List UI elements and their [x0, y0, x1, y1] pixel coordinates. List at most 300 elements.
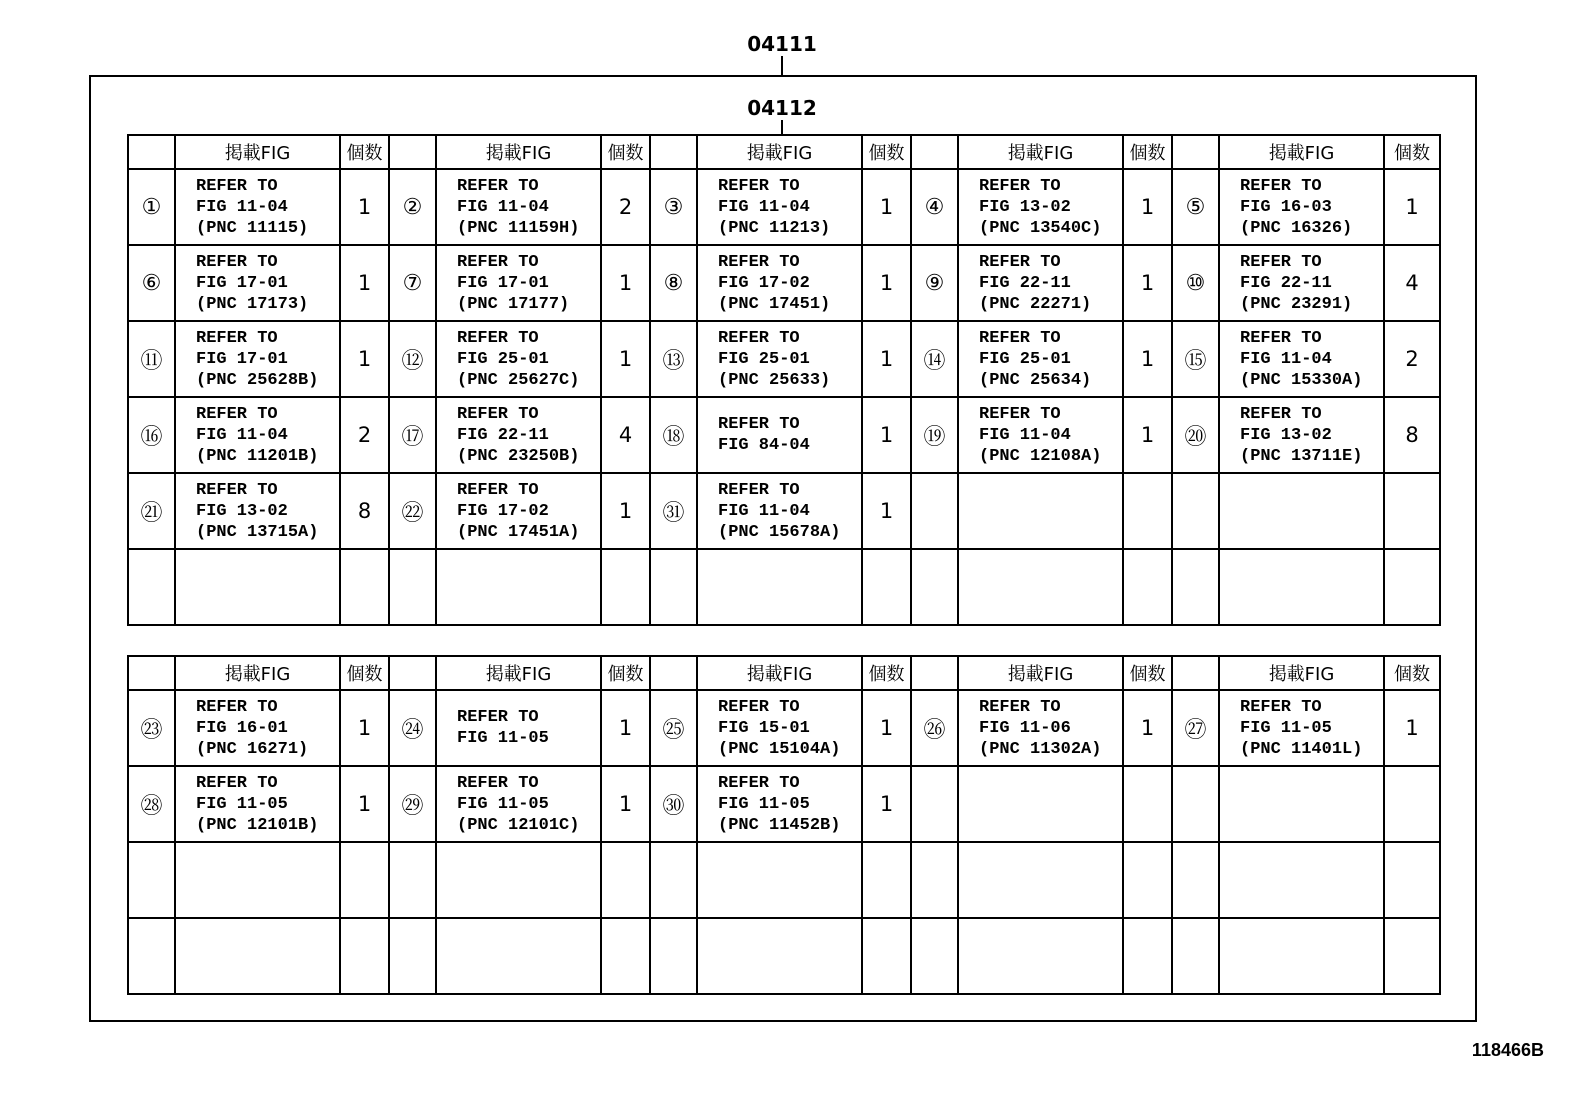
item-number: ⑫	[401, 348, 424, 374]
fig-reference-line: FIG 11-05	[457, 729, 549, 748]
header-fig-cell: 掲載FIG	[436, 135, 601, 169]
item-number: ⑮	[1184, 348, 1207, 374]
quantity-cell	[1384, 918, 1440, 994]
header-qty-cell: 個数	[862, 135, 911, 169]
fig-reference-cell	[436, 549, 601, 625]
fig-reference-cell	[958, 918, 1123, 994]
item-number-cell	[389, 549, 436, 625]
fig-reference-cell	[436, 169, 601, 245]
quantity-cell: 1	[862, 321, 911, 397]
fig-reference-line: (PNC 15678A)	[718, 522, 841, 542]
fig-reference-cell	[175, 473, 340, 549]
table-row	[128, 321, 1440, 397]
item-number-cell	[1172, 397, 1219, 473]
fig-reference-cell	[436, 690, 601, 766]
drawing-number: 118466B	[1471, 1040, 1544, 1060]
fig-reference-cell	[697, 918, 862, 994]
item-number-cell	[911, 549, 958, 625]
quantity-cell: 1	[862, 690, 911, 766]
header-fig-cell: 掲載FIG	[697, 656, 862, 690]
fig-reference-line: (PNC 25634)	[979, 370, 1092, 390]
item-number: ⑪	[140, 348, 163, 374]
fig-reference-cell	[697, 169, 862, 245]
fig-reference-line: REFER TO	[979, 328, 1061, 348]
fig-reference-cell	[697, 690, 862, 766]
table-row	[128, 842, 1440, 918]
table-row	[128, 245, 1440, 321]
fig-reference-line: (PNC 12101C)	[457, 815, 580, 835]
table-row	[128, 766, 1440, 842]
quantity-cell: 8	[1384, 397, 1440, 473]
item-number-cell	[389, 473, 436, 549]
header-qty-cell: 個数	[1123, 135, 1172, 169]
fig-reference-line: (PNC 17173)	[196, 294, 309, 314]
header-number-cell	[389, 656, 436, 690]
fig-reference-cell	[958, 321, 1123, 397]
quantity-cell: 1	[601, 766, 650, 842]
item-number: ㉚	[662, 793, 685, 819]
header-fig-cell: 掲載FIG	[1219, 135, 1384, 169]
fig-reference-line: REFER TO	[1240, 697, 1322, 717]
item-number-cell	[128, 245, 175, 321]
fig-reference-line: (PNC 15104A)	[718, 739, 841, 759]
quantity-cell: 1	[340, 169, 389, 245]
quantity-cell	[1123, 842, 1172, 918]
item-number: ⑨	[924, 270, 945, 296]
inner-leader-line	[781, 120, 783, 134]
quantity-cell	[862, 549, 911, 625]
fig-reference-line: REFER TO	[718, 415, 800, 434]
header-number-cell	[1172, 656, 1219, 690]
header-qty-cell: 個数	[340, 135, 389, 169]
fig-reference-cell	[436, 918, 601, 994]
quantity-cell: 1	[601, 245, 650, 321]
quantity-cell	[1123, 473, 1172, 549]
item-number: ㉘	[140, 793, 163, 819]
fig-reference-cell	[697, 397, 862, 473]
fig-reference-line: REFER TO	[457, 328, 539, 348]
item-number-cell	[911, 397, 958, 473]
kit-table-lower	[127, 655, 1441, 995]
fig-reference-cell	[697, 549, 862, 625]
header-number-cell	[389, 135, 436, 169]
quantity-cell: 1	[1384, 169, 1440, 245]
fig-reference-line: (PNC 22271)	[979, 294, 1092, 314]
item-number-cell	[389, 918, 436, 994]
fig-reference-line: FIG 15-01	[718, 718, 810, 738]
fig-reference-line: FIG 11-05	[1240, 718, 1332, 738]
header-fig-cell: 掲載FIG	[958, 135, 1123, 169]
fig-reference-cell	[958, 690, 1123, 766]
item-number-cell	[128, 397, 175, 473]
item-number: ①	[141, 194, 162, 220]
fig-reference-line: REFER TO	[457, 176, 539, 196]
header-qty-cell: 個数	[340, 656, 389, 690]
item-number: ⑧	[663, 270, 684, 296]
fig-reference-line: REFER TO	[196, 697, 278, 717]
fig-reference-line: (PNC 25628B)	[196, 370, 319, 390]
quantity-cell	[601, 842, 650, 918]
fig-reference-line: REFER TO	[718, 328, 800, 348]
fig-reference-line: REFER TO	[979, 697, 1061, 717]
fig-reference-cell	[958, 549, 1123, 625]
fig-reference-line: REFER TO	[457, 404, 539, 424]
fig-reference-cell	[436, 321, 601, 397]
item-number-cell	[911, 842, 958, 918]
fig-reference-line: (PNC 23291)	[1240, 294, 1353, 314]
quantity-cell: 1	[862, 397, 911, 473]
fig-reference-cell	[175, 549, 340, 625]
fig-reference-line: REFER TO	[196, 328, 278, 348]
fig-reference-line: (PNC 13715A)	[196, 522, 319, 542]
quantity-cell	[1384, 549, 1440, 625]
fig-reference-line: REFER TO	[196, 773, 278, 793]
fig-reference-line: (PNC 25633)	[718, 370, 831, 390]
item-number: ⑥	[141, 270, 162, 296]
item-number: ㉖	[923, 717, 946, 743]
item-number-cell	[128, 842, 175, 918]
fig-reference-line: (PNC 11115)	[196, 218, 309, 238]
quantity-cell	[1123, 549, 1172, 625]
item-number-cell	[389, 321, 436, 397]
fig-reference-line: (PNC 11201B)	[196, 446, 319, 466]
item-number-cell	[911, 321, 958, 397]
fig-reference-line: REFER TO	[196, 404, 278, 424]
fig-reference-cell	[436, 473, 601, 549]
fig-reference-line: REFER TO	[979, 252, 1061, 272]
fig-reference-line: FIG 13-02	[196, 501, 288, 521]
fig-reference-line: FIG 17-02	[457, 501, 549, 521]
item-number: ㉕	[662, 717, 685, 743]
item-number: ⑤	[1185, 194, 1206, 220]
header-number-cell	[128, 656, 175, 690]
fig-reference-line: FIG 22-11	[979, 273, 1071, 293]
fig-reference-line: FIG 17-02	[718, 273, 810, 293]
item-number: ㉔	[401, 717, 424, 743]
item-number: ⑯	[140, 424, 163, 450]
quantity-cell: 2	[1384, 321, 1440, 397]
item-number-cell	[650, 397, 697, 473]
fig-reference-line: FIG 11-05	[196, 794, 288, 814]
quantity-cell: 4	[601, 397, 650, 473]
fig-reference-line: REFER TO	[457, 773, 539, 793]
quantity-cell: 1	[1123, 690, 1172, 766]
fig-reference-line: REFER TO	[979, 404, 1061, 424]
item-number-cell	[1172, 918, 1219, 994]
fig-reference-cell	[697, 766, 862, 842]
fig-reference-cell	[1219, 245, 1384, 321]
fig-reference-line: (PNC 11452B)	[718, 815, 841, 835]
item-number-cell	[389, 766, 436, 842]
item-number: ⑦	[402, 270, 423, 296]
table-row	[128, 473, 1440, 549]
header-qty-cell: 個数	[601, 135, 650, 169]
item-number-cell	[1172, 321, 1219, 397]
quantity-cell: 1	[340, 690, 389, 766]
kit-table-upper	[127, 134, 1441, 626]
fig-reference-line: REFER TO	[1240, 252, 1322, 272]
item-number-cell	[389, 245, 436, 321]
item-number-cell	[650, 169, 697, 245]
quantity-cell: 1	[340, 245, 389, 321]
header-fig-cell: 掲載FIG	[697, 135, 862, 169]
fig-reference-cell	[175, 245, 340, 321]
item-number: ㉑	[140, 500, 163, 526]
fig-reference-cell	[958, 169, 1123, 245]
item-number: ③	[663, 194, 684, 220]
header-number-cell	[911, 135, 958, 169]
item-number-cell	[128, 690, 175, 766]
fig-reference-cell	[436, 245, 601, 321]
fig-reference-line: FIG 11-04	[457, 197, 549, 217]
quantity-cell: 1	[601, 690, 650, 766]
quantity-cell	[340, 549, 389, 625]
fig-reference-line: REFER TO	[457, 252, 539, 272]
fig-reference-line: FIG 16-01	[196, 718, 288, 738]
fig-reference-line: REFER TO	[718, 773, 800, 793]
table-row	[128, 169, 1440, 245]
header-number-cell	[1172, 135, 1219, 169]
fig-reference-line: FIG 25-01	[718, 349, 810, 369]
fig-reference-line: (PNC 15330A)	[1240, 370, 1363, 390]
header-number-cell	[650, 656, 697, 690]
item-number: ㉛	[662, 500, 685, 526]
fig-reference-line: (PNC 16326)	[1240, 218, 1353, 238]
fig-reference-cell	[1219, 397, 1384, 473]
fig-reference-cell	[697, 842, 862, 918]
fig-reference-line: FIG 11-04	[718, 197, 810, 217]
outer-assembly-label: 04111	[747, 32, 817, 56]
item-number: ②	[402, 194, 423, 220]
table-row	[128, 549, 1440, 625]
item-number: ⑰	[401, 424, 424, 450]
table-row	[128, 918, 1440, 994]
header-number-cell	[911, 656, 958, 690]
fig-reference-line: (PNC 23250B)	[457, 446, 580, 466]
fig-reference-line: FIG 11-06	[979, 718, 1071, 738]
fig-reference-line: REFER TO	[718, 697, 800, 717]
quantity-cell: 1	[1123, 245, 1172, 321]
item-number: ⑱	[662, 424, 685, 450]
quantity-cell: 1	[1384, 690, 1440, 766]
quantity-cell	[340, 918, 389, 994]
fig-reference-line: (PNC 17177)	[457, 294, 570, 314]
table-row	[128, 690, 1440, 766]
fig-reference-cell	[175, 397, 340, 473]
header-qty-cell: 個数	[1384, 135, 1440, 169]
item-number-cell	[128, 473, 175, 549]
fig-reference-cell	[958, 842, 1123, 918]
quantity-cell: 1	[1123, 321, 1172, 397]
item-number-cell	[1172, 549, 1219, 625]
header-fig-cell: 掲載FIG	[175, 656, 340, 690]
item-number-cell	[389, 397, 436, 473]
inner-assembly-label: 04112	[747, 96, 817, 120]
fig-reference-cell	[175, 169, 340, 245]
item-number-cell	[128, 549, 175, 625]
fig-reference-line: FIG 11-04	[196, 197, 288, 217]
quantity-cell	[862, 842, 911, 918]
fig-reference-line: FIG 11-05	[718, 794, 810, 814]
quantity-cell	[1384, 766, 1440, 842]
item-number-cell	[650, 549, 697, 625]
fig-reference-line: FIG 84-04	[718, 436, 810, 455]
item-number-cell	[1172, 766, 1219, 842]
item-number-cell	[128, 169, 175, 245]
quantity-cell	[1384, 842, 1440, 918]
quantity-cell: 1	[862, 473, 911, 549]
header-fig-cell: 掲載FIG	[175, 135, 340, 169]
item-number-cell	[650, 842, 697, 918]
item-number-cell	[650, 690, 697, 766]
quantity-cell: 1	[1123, 169, 1172, 245]
item-number-cell	[128, 321, 175, 397]
quantity-cell: 8	[340, 473, 389, 549]
quantity-cell	[1123, 918, 1172, 994]
item-number: ㉒	[401, 500, 424, 526]
fig-reference-line: REFER TO	[718, 252, 800, 272]
item-number: ④	[924, 194, 945, 220]
fig-reference-cell	[436, 842, 601, 918]
fig-reference-cell	[1219, 321, 1384, 397]
item-number: ⑳	[1184, 424, 1207, 450]
fig-reference-line: (PNC 12108A)	[979, 446, 1102, 466]
item-number-cell	[389, 690, 436, 766]
header-fig-cell: 掲載FIG	[436, 656, 601, 690]
fig-reference-line: FIG 17-01	[196, 273, 288, 293]
quantity-cell: 2	[340, 397, 389, 473]
fig-reference-line: (PNC 11159H)	[457, 218, 580, 238]
item-number-cell	[128, 918, 175, 994]
fig-reference-cell	[1219, 842, 1384, 918]
fig-reference-cell	[1219, 918, 1384, 994]
header-fig-cell: 掲載FIG	[1219, 656, 1384, 690]
fig-reference-line: REFER TO	[457, 708, 539, 727]
fig-reference-cell	[697, 245, 862, 321]
fig-reference-cell	[175, 766, 340, 842]
quantity-cell: 1	[862, 245, 911, 321]
fig-reference-line: FIG 25-01	[457, 349, 549, 369]
fig-reference-line: FIG 11-04	[979, 425, 1071, 445]
fig-reference-cell	[436, 766, 601, 842]
item-number-cell	[911, 690, 958, 766]
header-qty-cell: 個数	[601, 656, 650, 690]
quantity-cell	[601, 549, 650, 625]
fig-reference-line: REFER TO	[1240, 328, 1322, 348]
fig-reference-line: REFER TO	[196, 480, 278, 500]
quantity-cell: 1	[1123, 397, 1172, 473]
item-number: ⑭	[923, 348, 946, 374]
item-number-cell	[1172, 842, 1219, 918]
quantity-cell: 1	[862, 766, 911, 842]
quantity-cell	[340, 842, 389, 918]
fig-reference-line: (PNC 13711E)	[1240, 446, 1363, 466]
item-number-cell	[128, 766, 175, 842]
fig-reference-line: REFER TO	[457, 480, 539, 500]
table-header-row	[128, 135, 1440, 169]
fig-reference-line: (PNC 17451A)	[457, 522, 580, 542]
item-number-cell	[650, 918, 697, 994]
quantity-cell: 1	[601, 473, 650, 549]
item-number-cell	[650, 473, 697, 549]
item-number-cell	[650, 321, 697, 397]
fig-reference-line: FIG 11-05	[457, 794, 549, 814]
fig-reference-line: (PNC 16271)	[196, 739, 309, 759]
quantity-cell: 1	[601, 321, 650, 397]
fig-reference-cell	[1219, 690, 1384, 766]
item-number: ⑬	[662, 348, 685, 374]
fig-reference-cell	[697, 473, 862, 549]
quantity-cell: 1	[340, 766, 389, 842]
fig-reference-cell	[175, 321, 340, 397]
fig-reference-cell	[958, 766, 1123, 842]
header-fig-cell: 掲載FIG	[958, 656, 1123, 690]
item-number-cell	[650, 766, 697, 842]
quantity-cell: 1	[340, 321, 389, 397]
table-header-row	[128, 656, 1440, 690]
fig-reference-line: FIG 13-02	[1240, 425, 1332, 445]
fig-reference-line: FIG 16-03	[1240, 197, 1332, 217]
fig-reference-line: FIG 11-04	[1240, 349, 1332, 369]
header-number-cell	[650, 135, 697, 169]
fig-reference-cell	[958, 473, 1123, 549]
fig-reference-line: (PNC 12101B)	[196, 815, 319, 835]
item-number-cell	[911, 169, 958, 245]
quantity-cell: 1	[862, 169, 911, 245]
fig-reference-cell	[958, 397, 1123, 473]
header-qty-cell: 個数	[862, 656, 911, 690]
fig-reference-line: FIG 17-01	[196, 349, 288, 369]
fig-reference-cell	[1219, 766, 1384, 842]
item-number: ㉓	[140, 717, 163, 743]
table-row	[128, 397, 1440, 473]
fig-reference-line: (PNC 11302A)	[979, 739, 1102, 759]
item-number: ⑲	[923, 424, 946, 450]
header-qty-cell: 個数	[1384, 656, 1440, 690]
fig-reference-line: FIG 22-11	[457, 425, 549, 445]
fig-reference-line: REFER TO	[718, 176, 800, 196]
fig-reference-cell	[1219, 169, 1384, 245]
quantity-cell: 4	[1384, 245, 1440, 321]
fig-reference-cell	[175, 842, 340, 918]
header-qty-cell: 個数	[1123, 656, 1172, 690]
item-number-cell	[911, 766, 958, 842]
quantity-cell: 2	[601, 169, 650, 245]
fig-reference-line: FIG 25-01	[979, 349, 1071, 369]
item-number: ㉗	[1184, 717, 1207, 743]
fig-reference-cell	[175, 918, 340, 994]
fig-reference-line: REFER TO	[718, 480, 800, 500]
fig-reference-line: REFER TO	[196, 252, 278, 272]
fig-reference-line: REFER TO	[979, 176, 1061, 196]
fig-reference-line: REFER TO	[196, 176, 278, 196]
item-number: ㉙	[401, 793, 424, 819]
item-number-cell	[911, 245, 958, 321]
quantity-cell	[1123, 766, 1172, 842]
item-number-cell	[911, 918, 958, 994]
fig-reference-cell	[1219, 549, 1384, 625]
item-number-cell	[1172, 245, 1219, 321]
fig-reference-cell	[436, 397, 601, 473]
item-number-cell	[389, 169, 436, 245]
fig-reference-line: FIG 13-02	[979, 197, 1071, 217]
fig-reference-cell	[697, 321, 862, 397]
fig-reference-line: REFER TO	[1240, 404, 1322, 424]
fig-reference-line: FIG 11-04	[196, 425, 288, 445]
fig-reference-cell	[1219, 473, 1384, 549]
quantity-cell	[601, 918, 650, 994]
item-number: ⑩	[1185, 270, 1206, 296]
